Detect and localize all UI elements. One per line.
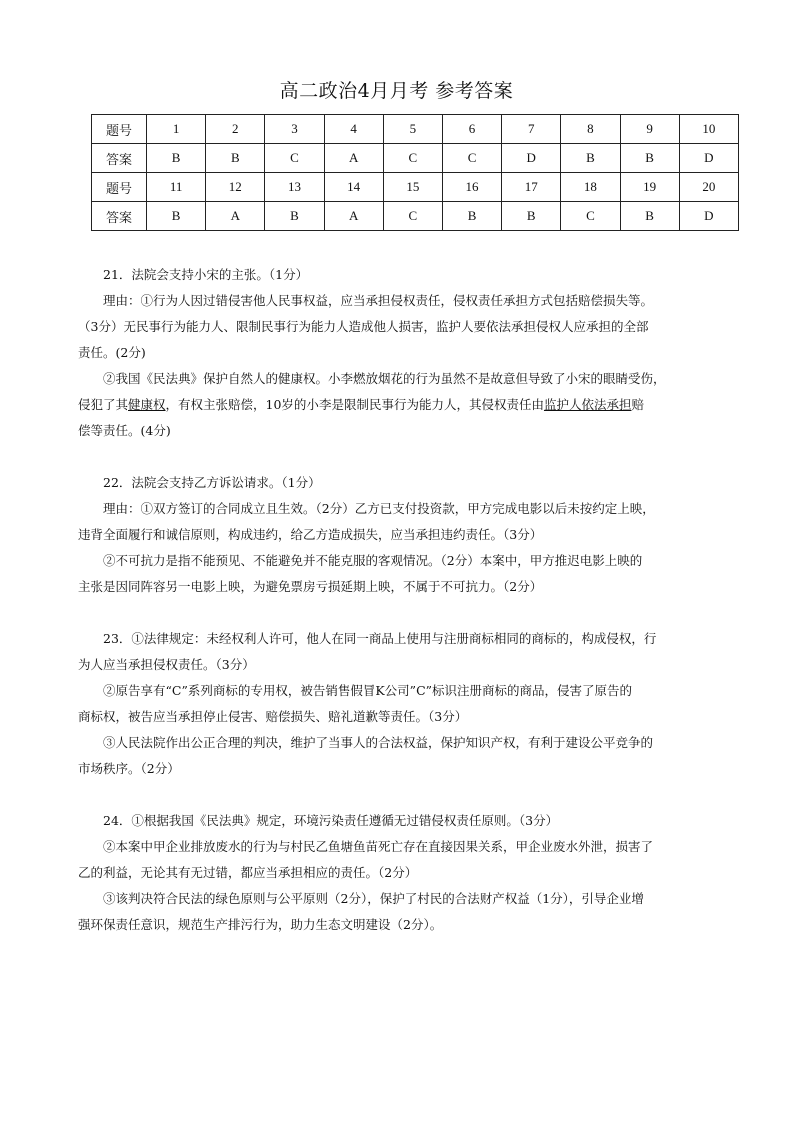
text-span: 赔 [631, 397, 644, 412]
row-label: 题号 [92, 115, 147, 144]
table-cell: 7 [502, 115, 561, 144]
q21-line [78, 392, 718, 418]
q21-line: （3分）无民事行为能力人、限制民事行为能力人造成他人损害，监护人要依法承担侵权人应承担的全部 [78, 319, 649, 334]
table-cell: C [383, 202, 442, 231]
q22-line: 主张是因同阵容另一电影上映，为避免票房亏损延期上映，不属于不可抗力。（2分） [78, 579, 543, 594]
text-span: 侵犯了其 [78, 397, 129, 412]
table-cell: 4 [324, 115, 383, 144]
q24-line: 24．①根据我国《民法典》规定，环境污染责任遵循无过错侵权责任原则。（3分） [103, 813, 559, 828]
table-cell: C [265, 144, 324, 173]
table-cell: A [324, 202, 383, 231]
q22-line: 违背全面履行和诚信原则，构成违约，给乙方造成损失，应当承担违约责任。（3分） [78, 527, 543, 542]
table-cell: 17 [502, 173, 561, 202]
table-cell: C [442, 144, 501, 173]
table-cell: B [620, 144, 679, 173]
table-row [92, 202, 739, 231]
table-row [92, 173, 739, 202]
table-cell: B [502, 202, 561, 231]
table-cell: 16 [442, 173, 501, 202]
table-cell: 13 [265, 173, 324, 202]
q24-line: ②本案中甲企业排放废水的行为与村民乙鱼塘鱼苗死亡存在直接因果关系，甲企业废水外泄，损害了 [103, 839, 654, 854]
table-cell: B [147, 144, 206, 173]
underlined-term: 健康权 [128, 397, 166, 412]
row-label: 题号 [92, 173, 147, 202]
q23-line: ③人民法院作出公正合理的判决，维护了当事人的合法权益，保护知识产权，有利于建设公平竞争的 [103, 735, 654, 750]
table-cell: 3 [265, 115, 324, 144]
table-cell: C [561, 202, 620, 231]
table-cell: 19 [620, 173, 679, 202]
table-cell: C [383, 144, 442, 173]
page-title: 高二政治4月月考 参考答案 [279, 80, 514, 102]
table-cell: A [206, 202, 265, 231]
table-cell: B [265, 202, 324, 231]
q24-line: 强环保责任意识，规范生产排污行为，助力生态文明建设（2分）。 [78, 917, 443, 932]
text-span: ，有权主张赔偿，10岁的小李是限制民事行为能力人，其侵权责任由 [165, 397, 544, 412]
table-cell: 10 [679, 115, 738, 144]
q22-line: ②不可抗力是指不能预见、不能避免并不能克服的客观情况。（2分）本案中，甲方推迟电影上映的 [103, 553, 643, 568]
table-row [92, 115, 739, 144]
table-cell: B [561, 144, 620, 173]
row-label: 答案 [92, 202, 147, 231]
q23-line: 市场秩序。（2分） [78, 761, 180, 776]
q21-line: 责任。(2分) [78, 345, 146, 360]
underlined-term: 监护人依法承担 [543, 397, 632, 412]
answer-body [78, 262, 718, 938]
table-cell: 6 [442, 115, 501, 144]
q21-line: 理由：①行为人因过错侵害他人民事权益，应当承担侵权责任，侵权责任承担方式包括赔偿损失等。 [103, 293, 654, 308]
table-cell: B [620, 202, 679, 231]
table-row [92, 144, 739, 173]
table-cell: 1 [147, 115, 206, 144]
table-cell: 12 [206, 173, 265, 202]
q22-line: 22．法院会支持乙方诉讼请求。（1分） [103, 475, 321, 490]
q22-line: 理由：①双方签订的合同成立且生效。（2分）乙方已支付投资款，甲方完成电影以后未按约定上映， [103, 501, 655, 516]
table-cell: 15 [383, 173, 442, 202]
q23-line: 商标权，被告应当承担停止侵害、赔偿损失、赔礼道歉等责任。（3分） [78, 709, 468, 724]
answer-table [91, 114, 739, 231]
table-cell: 14 [324, 173, 383, 202]
table-cell: 2 [206, 115, 265, 144]
q21-line: 偿等责任。(4分) [78, 423, 171, 438]
q23-line: 23．①法律规定：未经权利人许可，他人在同一商品上使用与注册商标相同的商标的，构成侵权，行 [103, 631, 657, 646]
table-cell: B [147, 202, 206, 231]
table-cell: D [502, 144, 561, 173]
table-cell: B [206, 144, 265, 173]
table-cell: 5 [383, 115, 442, 144]
table-cell: 9 [620, 115, 679, 144]
table-cell: 11 [147, 173, 206, 202]
table-cell: 18 [561, 173, 620, 202]
q24-line: 乙的利益，无论其有无过错，都应当承担相应的责任。（2分） [78, 865, 418, 880]
table-cell: 8 [561, 115, 620, 144]
table-cell: B [442, 202, 501, 231]
table-cell: D [679, 144, 738, 173]
q21-line: 21．法院会支持小宋的主张。（1分） [103, 267, 309, 282]
row-label: 答案 [92, 144, 147, 173]
table-cell: A [324, 144, 383, 173]
q23-line: 为人应当承担侵权责任。（3分） [78, 657, 255, 672]
q24-line: ③该判决符合民法的绿色原则与公平原则（2分），保护了村民的合法财产权益（1分），引导企业增 [103, 891, 644, 906]
table-cell: 20 [679, 173, 738, 202]
q23-line: ②原告享有“C”系列商标的专用权，被告销售假冒K公司”C”标识注册商标的商品，侵害了原告的 [103, 683, 633, 698]
q21-line: ②我国《民法典》保护自然人的健康权。小李燃放烟花的行为虽然不是故意但导致了小宋的眼睛受伤， [103, 371, 666, 386]
table-cell: D [679, 202, 738, 231]
